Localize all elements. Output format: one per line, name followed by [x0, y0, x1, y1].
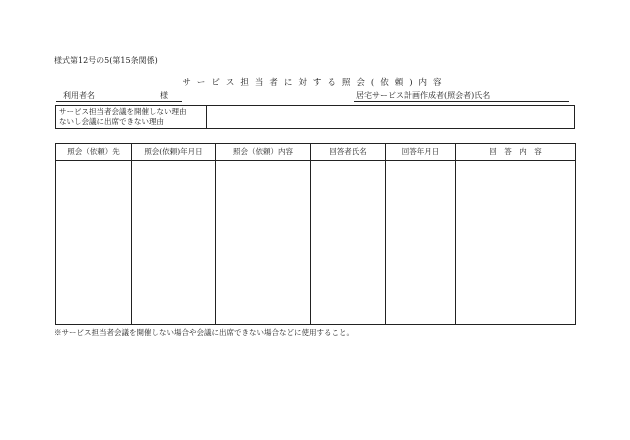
cell-response-content[interactable] — [456, 161, 575, 324]
cell-inquiry-recipient[interactable] — [56, 161, 131, 324]
planner-name-label: 居宅サービス計画作成者(照会者)氏名 — [356, 91, 491, 100]
cell-response-date[interactable] — [386, 161, 455, 324]
form-number: 様式第12号の5(第15条関係) — [54, 56, 158, 65]
form-title: サービス担当者に対する照会(依頼)内容 — [182, 78, 448, 88]
planner-name-field[interactable] — [354, 101, 569, 102]
reason-label — [56, 106, 207, 128]
header-response-content: 回 答 内 容 — [489, 147, 542, 156]
cell-respondent-name[interactable] — [311, 161, 385, 324]
header-inquiry-content: 照会（依頼）内容 — [233, 147, 293, 156]
user-name-label: 利用者名 — [63, 91, 95, 100]
footnote: ※サービス担当者会議を開催しない場合や会議に出席できない場合などに使用すること。 — [54, 328, 354, 337]
inquiry-table — [55, 143, 576, 325]
user-name-suffix: 様 — [160, 91, 168, 100]
cell-inquiry-content[interactable] — [216, 161, 310, 324]
header-response-date: 回答年月日 — [401, 147, 440, 156]
header-respondent-name: 回答者氏名 — [329, 147, 367, 156]
cell-inquiry-date[interactable] — [132, 161, 215, 324]
header-inquiry-date: 照会(依頼)年月日 — [144, 147, 203, 156]
reason-section — [55, 105, 575, 129]
reason-label-line2: ないし会議に出席できない理由 — [59, 117, 164, 126]
header-inquiry-recipient: 照会（依頼）先 — [67, 147, 120, 156]
reason-label-line1: サービス担当者会議を開催しない理由 — [59, 107, 187, 116]
user-name-field[interactable] — [56, 101, 182, 102]
reason-field[interactable] — [208, 106, 574, 128]
